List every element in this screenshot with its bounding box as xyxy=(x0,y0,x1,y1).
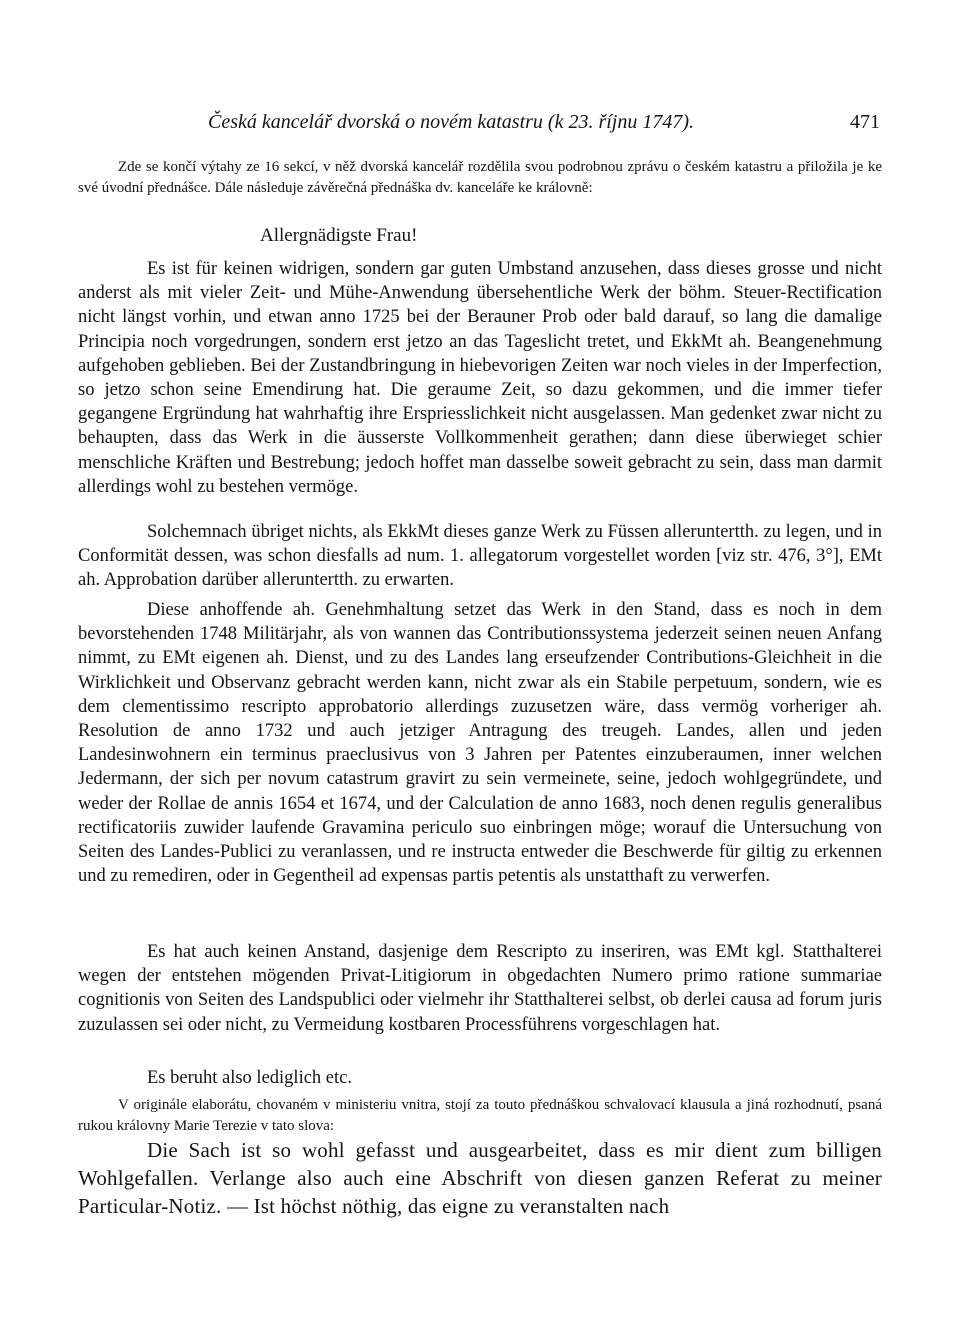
paragraph-text: Es beruht also lediglich etc. xyxy=(147,1068,352,1088)
body-paragraph xyxy=(78,520,882,593)
paragraph-text: Es ist für keinen widrigen, sondern gar guten Umbstand anzusehen, dass dieses grosse und nicht anderst als mit vieler Zeit- und Mühe-Anwendung übersehentliche Werk der böhm. Steuer-Rectification nicht längst vorhin, und etwan anno 1725 bei der Berauner Prob oder bald darauf, so lang die damalige Principia noch vorgedrungen, sondern erst jetzo an das Tageslicht tretet, und EkkMt ah. Beangenehmung aufgehoben geblieben. Bei der Zustandbringung in hiebevorigen Zeiten war noch vieles in der Imperfection, so jetzo schon seine Emendirung hat. Die geraume Zeit, so dazu gekommen, und die immer tiefer gegangene Ergründung hat wahrhaftig ihre Erspriesslichkeit nicht ausgelassen. Man gedenket zwar nicht zu behaupten, dass das Werk in die äusserste Vollkommenheit gerathen; dann diese überwieget schier menschliche Kräften und Bestrebung; jedoch hoffet man dasselbe soweit gebracht zu sein, dass man darmit allerdings wohl zu bestehen vermöge. xyxy=(78,259,882,497)
editorial-note-intro: Zde se končí výtahy ze 16 sekcí, v něž dvorská kancelář rozdělila svou podrobnou zprávu o českém katastru a přiložila je ke své úvodní přednášce. Dále následuje závěrečná přednáška dv. kanceláře ke královně: xyxy=(78,159,882,196)
salutation: Allergnädigste Frau! xyxy=(260,225,418,246)
editorial-note-original: V originále elaborátu, chovaném v ministeriu vnitra, stojí za touto přednáškou schvalovací klausula a jiná rozhodnutí, psaná rukou královny Marie Terezie v tato slova: xyxy=(78,1097,882,1134)
body-paragraph xyxy=(78,598,882,888)
resolution-text: Die Sach ist so wohl gefasst und ausgearbeitet, dass es mir dient zum billigen Wohlgefallen. Verlange also auch eine Abschrift von diesen ganzen Referat zu meiner Particular-Notiz. — Ist höchst nöthig, das eigne zu veranstalten nach xyxy=(78,1138,882,1218)
running-title: Česká kancelář dvorská o novém katastru (k 23. říjnu 1747). xyxy=(208,111,695,133)
page-header xyxy=(78,111,882,141)
body-paragraph xyxy=(78,1066,882,1090)
paragraph-text: Solchemnach übriget nichts, als EkkMt dieses ganze Werk zu Füssen alleruntertth. zu legen, und in Conformität dessen, was schon diesfalls ad num. 1. allegatorum vorgestellet worden [viz str. 476, 3°], EMt ah. Approbation darüber alleruntertth. zu erwarten. xyxy=(78,522,882,591)
body-paragraph xyxy=(78,940,882,1037)
paragraph-text: Es hat auch keinen Anstand, dasjenige dem Rescripto zu inseriren, was EMt kgl. Statthalterei wegen der entstehen mögenden Privat-Litigiorum in obgedachten Numero primo ratione summariae cognitionis von Seiten des Landspublici oder vielmehr ihr Statthalterei selbst, ob derlei causa ad forum juris zuzulassen sei oder nicht, zu Vermeidung kostbaren Processführens vorgeschlagen hat. xyxy=(78,942,882,1035)
handwritten-resolution xyxy=(78,1136,882,1220)
page-number: 471 xyxy=(850,111,880,133)
paragraph-text: Diese anhoffende ah. Genehmhaltung setzet das Werk in den Stand, dass es noch in dem bevorstehenden 1748 Militärjahr, als von wannen das Contributionssystema jederzeit seinen neuen Anfang nimmt, zu EMt eigenen ah. Dienst, und zu des Landes lang erseufzender Contributions-Gleichheit in die Wirklichkeit und Observanz gebracht werden kann, nicht zwar als ein Stabile perpetuum, sondern, wie es dem clementissimo rescripto approbatorio allerdings zuzusetzen wäre, dass vermög vorheriger ah. Resolution de anno 1732 und auch jetziger Antragung des treugeh. Landes, allen und jeden Landesinwohnern ein terminus praeclusivus von 3 Jahren per Patentes einzuberaumen, inner welchen Jedermann, der sich per novum catastrum gravirt zu sein vermeinete, seine, jedoch wohlgegründete, und weder der Rollae de annis 1654 et 1674, und der Calculation de anno 1683, noch denen regulis generalibus rectificatoriis zuwider laufende Gravamina periculo suo einbringen möge; worauf die Untersuchung von Seiten des Landes-Publici zu veranlassen, und re instructa entweder die Beschwerde für giltig zu erkennen und zu remediren, oder in Gegentheil ad expensas partis petentis als unstatthaft zu verwerfen. xyxy=(78,600,882,887)
body-paragraph xyxy=(78,257,882,499)
